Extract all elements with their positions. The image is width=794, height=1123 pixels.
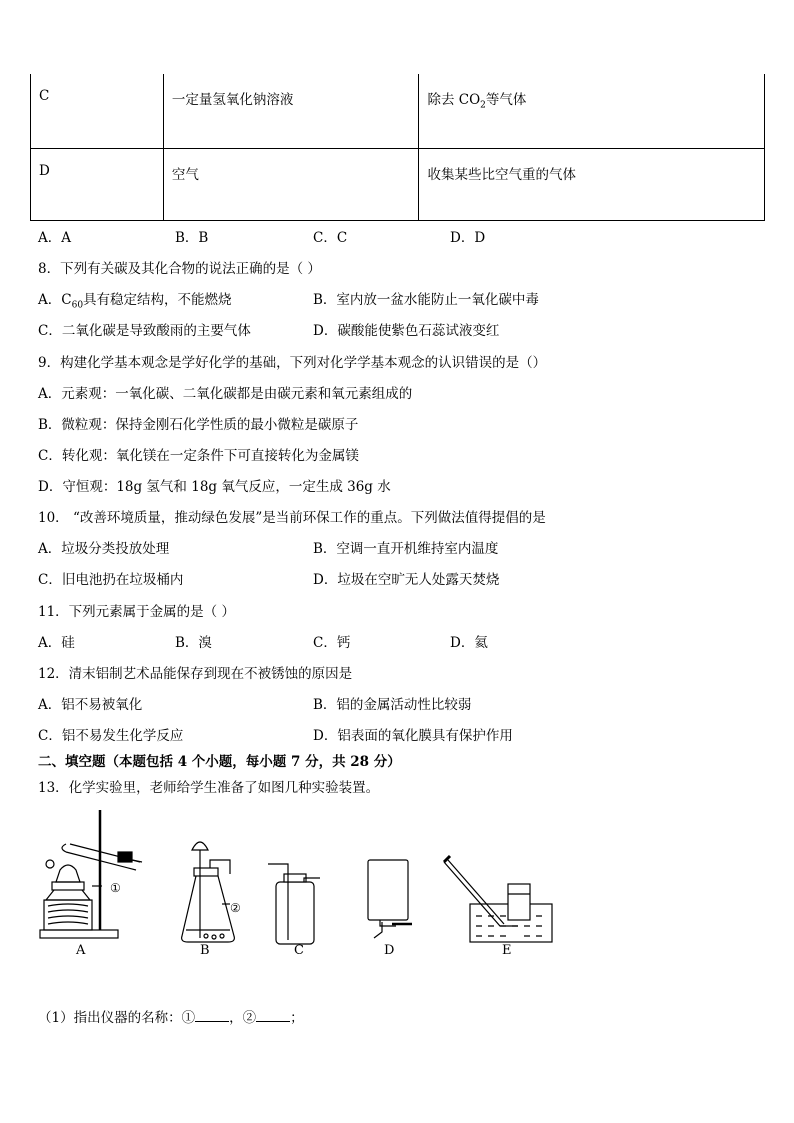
apparatus-figure [30, 808, 590, 958]
table-cell-purpose: 除去 $CO_2$等气体 [419, 74, 765, 149]
q10-option-a: A．垃圾分类投放处理 [38, 541, 170, 557]
q12-option-a: A．铝不易被氧化 [38, 697, 143, 713]
table-cell-letter: C [31, 74, 164, 149]
q11-option-d: D．氦 [450, 635, 488, 651]
q7-option-c: C．C [313, 230, 348, 246]
table-cell-substance: 空气 [163, 149, 419, 221]
q8-option-c: C．二氧化碳是导致酸雨的主要气体 [38, 323, 251, 339]
answer-blank-2[interactable] [256, 1009, 290, 1022]
figure-label-a: A [76, 943, 86, 958]
q10-option-c: C．旧电池扔在垃圾桶内 [38, 572, 184, 588]
q8-option-a: A．$C_{60}$具有稳定结构，不能燃烧 [38, 292, 232, 311]
apparatus-a-icon [40, 810, 142, 938]
q9-stem: 9．构建化学基本观念是学好化学的基础，下列对化学学基本观念的认识错误的是（） [38, 355, 547, 371]
q12-option-d: D．铝表面的氧化膜具有保护作用 [313, 728, 513, 744]
q12-stem: 12．清末铝制艺术品能保存到现在不被锈蚀的原因是 [38, 666, 353, 682]
section-heading: 二、填空题（本题包括 4 个小题，每小题 7 分，共 28 分） [38, 754, 401, 770]
q11-option-a: A．硅 [38, 635, 75, 651]
q7-option-a: A．A [38, 230, 71, 246]
figure-label-e: E [502, 943, 512, 958]
apparatus-c-icon [268, 864, 320, 944]
q13-stem: 13．化学实验里，老师给学生准备了如图几种实验装置。 [38, 780, 380, 796]
apparatus-d-icon [368, 860, 412, 938]
q9-option-c: C．转化观：氧化镁在一定条件下可直接转化为金属镁 [38, 448, 359, 464]
q12-option-b: B．铝的金属活动性比较弱 [313, 697, 472, 713]
table-cell-purpose: 收集某些比空气重的气体 [419, 149, 765, 221]
table-cell-substance: 一定量氢氧化钠溶液 [163, 74, 419, 149]
q7-option-d: D．D [450, 230, 486, 246]
q10-option-d: D．垃圾在空旷无人处露天焚烧 [313, 572, 500, 588]
q11-option-b: B．溴 [175, 635, 212, 651]
table-cell-letter: D [31, 149, 164, 221]
q11-stem: 11．下列元素属于金属的是（ ） [38, 604, 235, 620]
figure-label-c: C [294, 943, 304, 958]
q12-option-c: C．铝不易发生化学反应 [38, 728, 184, 744]
q13-sub1: （1）指出仪器的名称：① ，② ； [38, 1010, 304, 1026]
q9-option-d: D．守恒观：18g 氢气和 18g 氧气反应，一定生成 36g 水 [38, 479, 391, 495]
figure-label-b: B [200, 943, 210, 958]
q10-stem: 10． “改善环境质量，推动绿色发展”是当前环保工作的重点。下列做法值得提倡的是 [38, 510, 546, 526]
apparatus-e-icon [444, 856, 552, 942]
q8-option-d: D．碳酸能使紫色石蕊试液变红 [313, 323, 500, 339]
answer-blank-1[interactable] [195, 1009, 229, 1022]
circle-label-1: ① [110, 881, 121, 895]
figure-label-d: D [384, 943, 395, 958]
q11-option-c: C．钙 [313, 635, 351, 651]
q9-option-a: A．元素观：一氧化碳、二氧化碳都是由碳元素和氧元素组成的 [38, 386, 413, 402]
q9-option-b: B．微粒观：保持金刚石化学性质的最小微粒是碳原子 [38, 417, 359, 433]
q8-stem: 8．下列有关碳及其化合物的说法正确的是（ ） [38, 261, 321, 277]
answer-table [30, 74, 765, 221]
apparatus-b-icon [182, 842, 235, 942]
table-row [31, 149, 765, 221]
table-row [31, 74, 765, 149]
q8-option-b: B．室内放一盆水能防止一氧化碳中毒 [313, 292, 539, 308]
q7-option-b: B．B [175, 230, 209, 246]
circle-label-2: ② [230, 901, 241, 915]
q10-option-b: B．空调一直开机维持室内温度 [313, 541, 499, 557]
